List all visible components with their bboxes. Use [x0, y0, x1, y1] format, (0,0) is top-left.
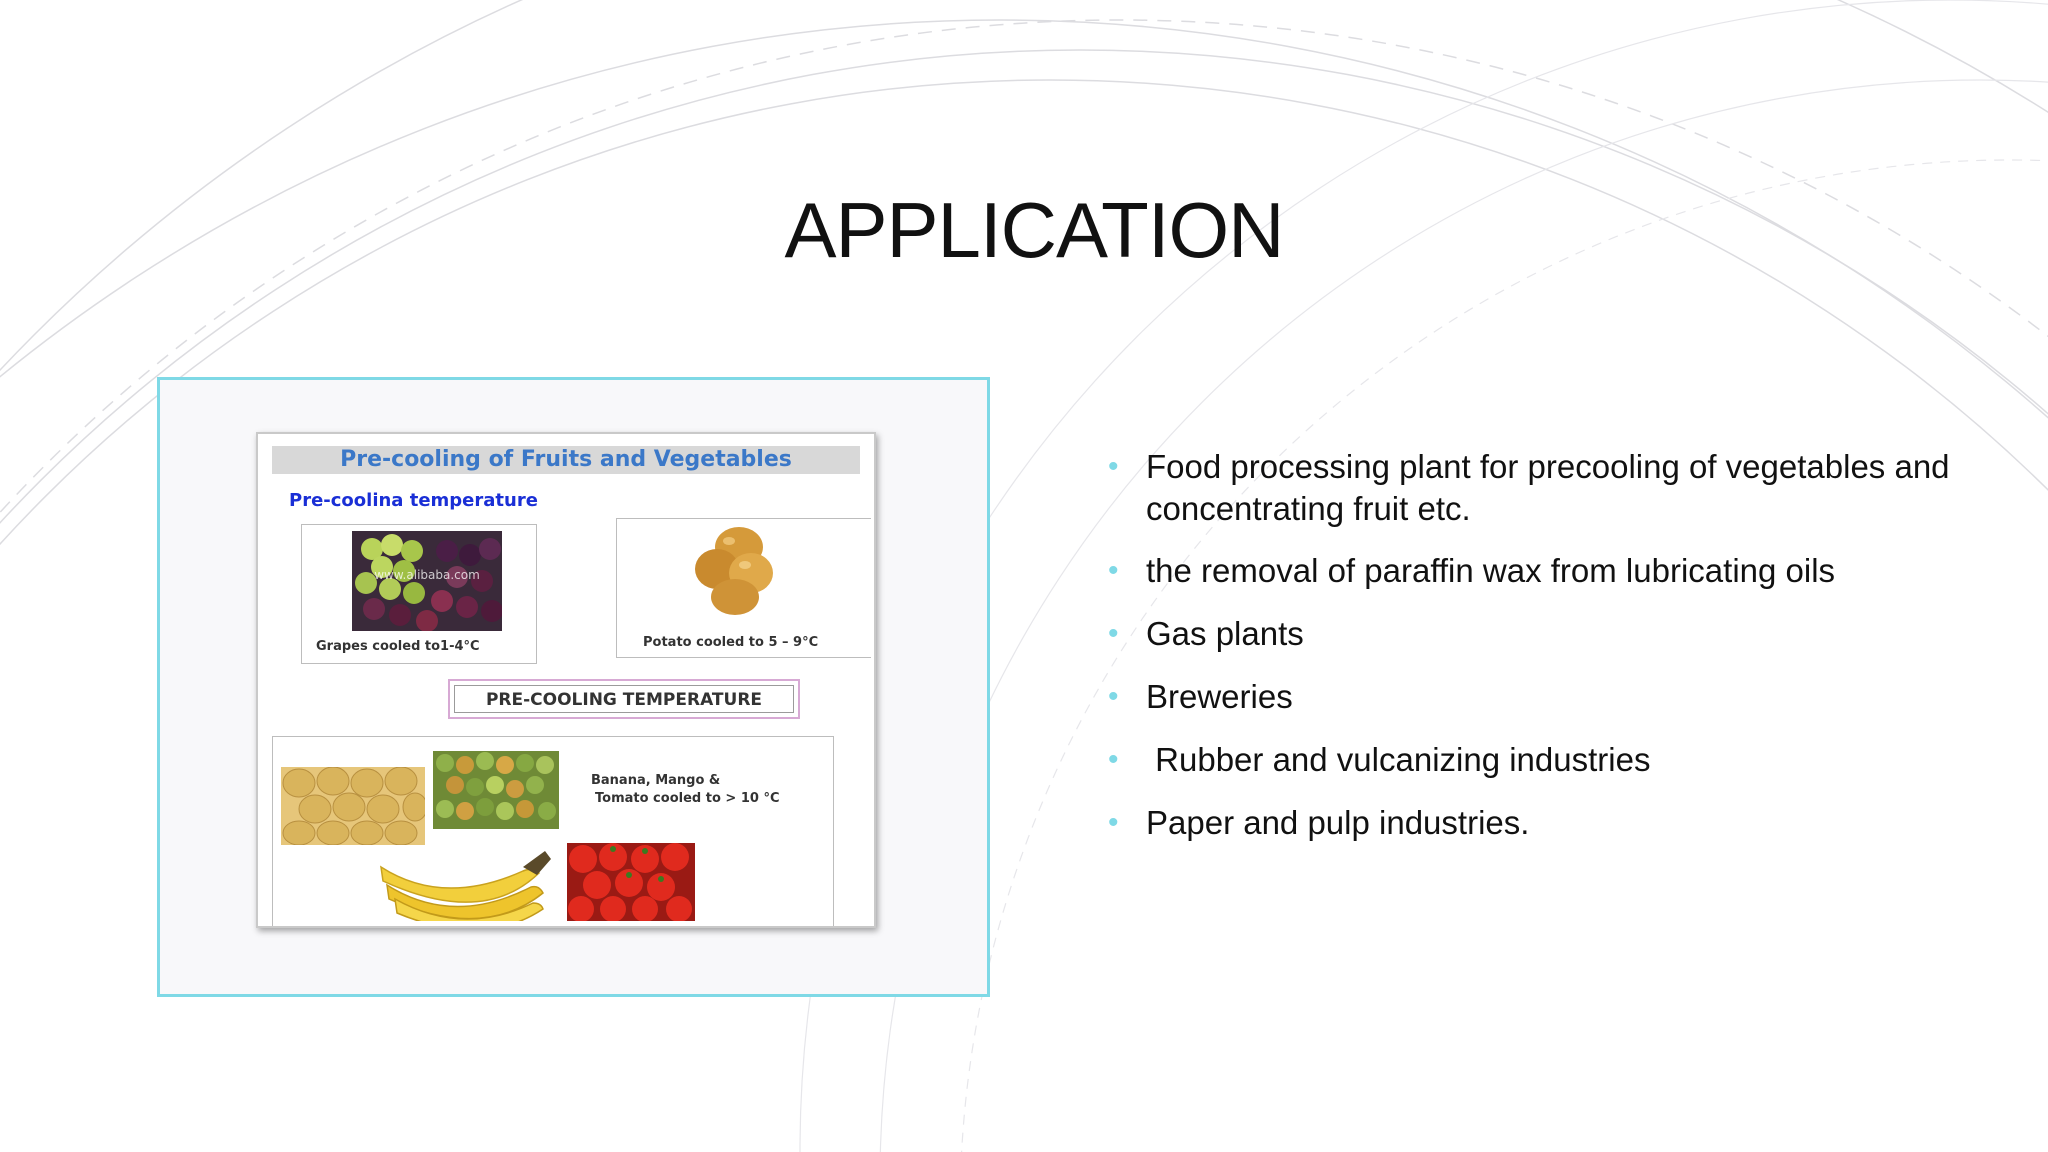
- potato-photo: [679, 513, 789, 625]
- banana-photo: [373, 837, 553, 921]
- bullet-item: • the removal of paraffin wax from lubricating oils: [1108, 550, 2008, 592]
- fruits-box: [272, 736, 834, 928]
- image-heading: Pre-cooling of Fruits and Vegetables: [272, 446, 860, 474]
- bullet-dot-icon: •: [1108, 554, 1119, 587]
- bullet-item: • Food processing plant for precooling of vegetables and concentrating fruit etc.: [1108, 448, 1950, 527]
- grapes-watermark: www.alibaba.com: [374, 568, 480, 582]
- slide-picture[interactable]: [157, 377, 990, 997]
- slide-title: APPLICATION: [784, 186, 1284, 274]
- precooling-image: [256, 432, 876, 928]
- fruit-caption-line1: Banana, Mango &: [591, 773, 721, 788]
- bullet-item: • Paper and pulp industries.: [1108, 802, 2008, 844]
- bullet-dot-icon: •: [1108, 617, 1119, 650]
- bullet-item: • Breweries: [1108, 676, 2008, 718]
- bullet-dot-icon: •: [1108, 450, 1119, 483]
- grapes-box: [301, 524, 537, 664]
- green-mango-photo: [433, 751, 559, 829]
- potato-caption: Potato cooled to 5 – 9°C: [643, 635, 819, 650]
- precooling-temperature-label: PRE-COOLING TEMPERATURE: [448, 679, 800, 719]
- bullet-dot-icon: •: [1108, 743, 1119, 776]
- potato-box: [616, 518, 871, 658]
- bullet-list: [1108, 446, 2008, 865]
- grapes-caption: Grapes cooled to1-4°C: [316, 639, 480, 654]
- fruit-caption-line2: Tomato cooled to > 10 °C: [595, 791, 780, 806]
- mango-photo: [281, 767, 425, 845]
- bullet-item: • Rubber and vulcanizing industries: [1108, 739, 2008, 781]
- image-subheading: Pre-coolina temperature: [289, 490, 538, 511]
- grapes-photo: [352, 531, 502, 631]
- tomato-photo: [567, 843, 695, 921]
- bullet-dot-icon: •: [1108, 680, 1119, 713]
- bullet-item: • Gas plants: [1108, 613, 2008, 655]
- bullet-dot-icon: •: [1108, 806, 1119, 839]
